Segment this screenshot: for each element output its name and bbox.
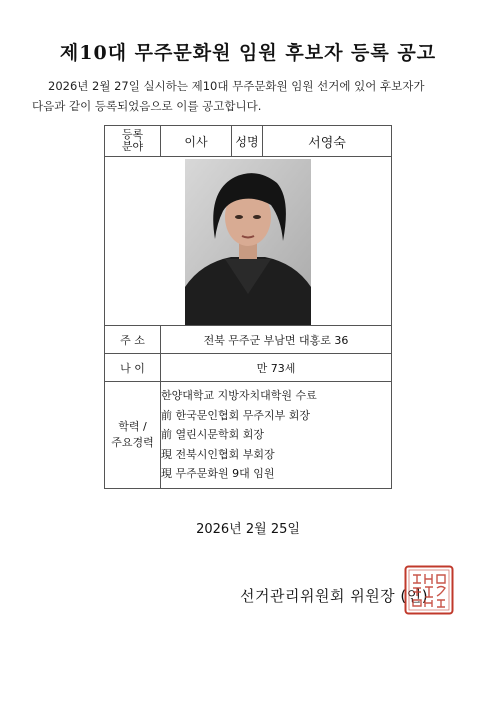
address-label: 주 소	[105, 326, 161, 354]
education-item: 現 전북시인협회 부회장	[161, 447, 275, 461]
candidate-photo	[185, 159, 311, 325]
education-item: 前 한국문인협회 무주지부 회장	[161, 408, 311, 422]
notice-intro	[32, 76, 470, 116]
education-item: 前 열린시문학회 회장	[161, 428, 265, 442]
photo-cell	[105, 157, 392, 326]
education-item: 現 무주문화원 9대 임원	[161, 467, 275, 481]
intro-line-1: 2026년 2월 27일 실시하는 제10대 무주문화원 임원 선거에 있어 후보자가	[48, 79, 425, 93]
name-value: 서영숙	[263, 126, 392, 157]
signature-line: 선거관리위원회 위원장 (인)	[240, 587, 429, 605]
education-label: 학력 / 주요경력	[105, 382, 161, 489]
notice-title: 제10대 무주문화원 임원 후보자 등록 공고	[59, 42, 437, 64]
intro-line-2: 다음과 같이 등록되었음으로 이를 공고합니다.	[32, 99, 262, 113]
education-list	[161, 382, 392, 489]
name-label: 성명	[232, 126, 263, 157]
age-label: 나 이	[105, 354, 161, 382]
category-label: 등록 분야	[105, 126, 161, 157]
candidate-card	[104, 125, 392, 489]
education-item: 한양대학교 지방자치대학원 수료	[161, 389, 317, 403]
notice-date: 2026년 2월 25일	[196, 522, 300, 537]
age-value: 만 73세	[161, 354, 392, 382]
category-value: 이사	[161, 126, 232, 157]
address-value: 전북 무주군 부남면 대홍로 36	[161, 326, 392, 354]
official-seal-icon	[404, 565, 454, 615]
